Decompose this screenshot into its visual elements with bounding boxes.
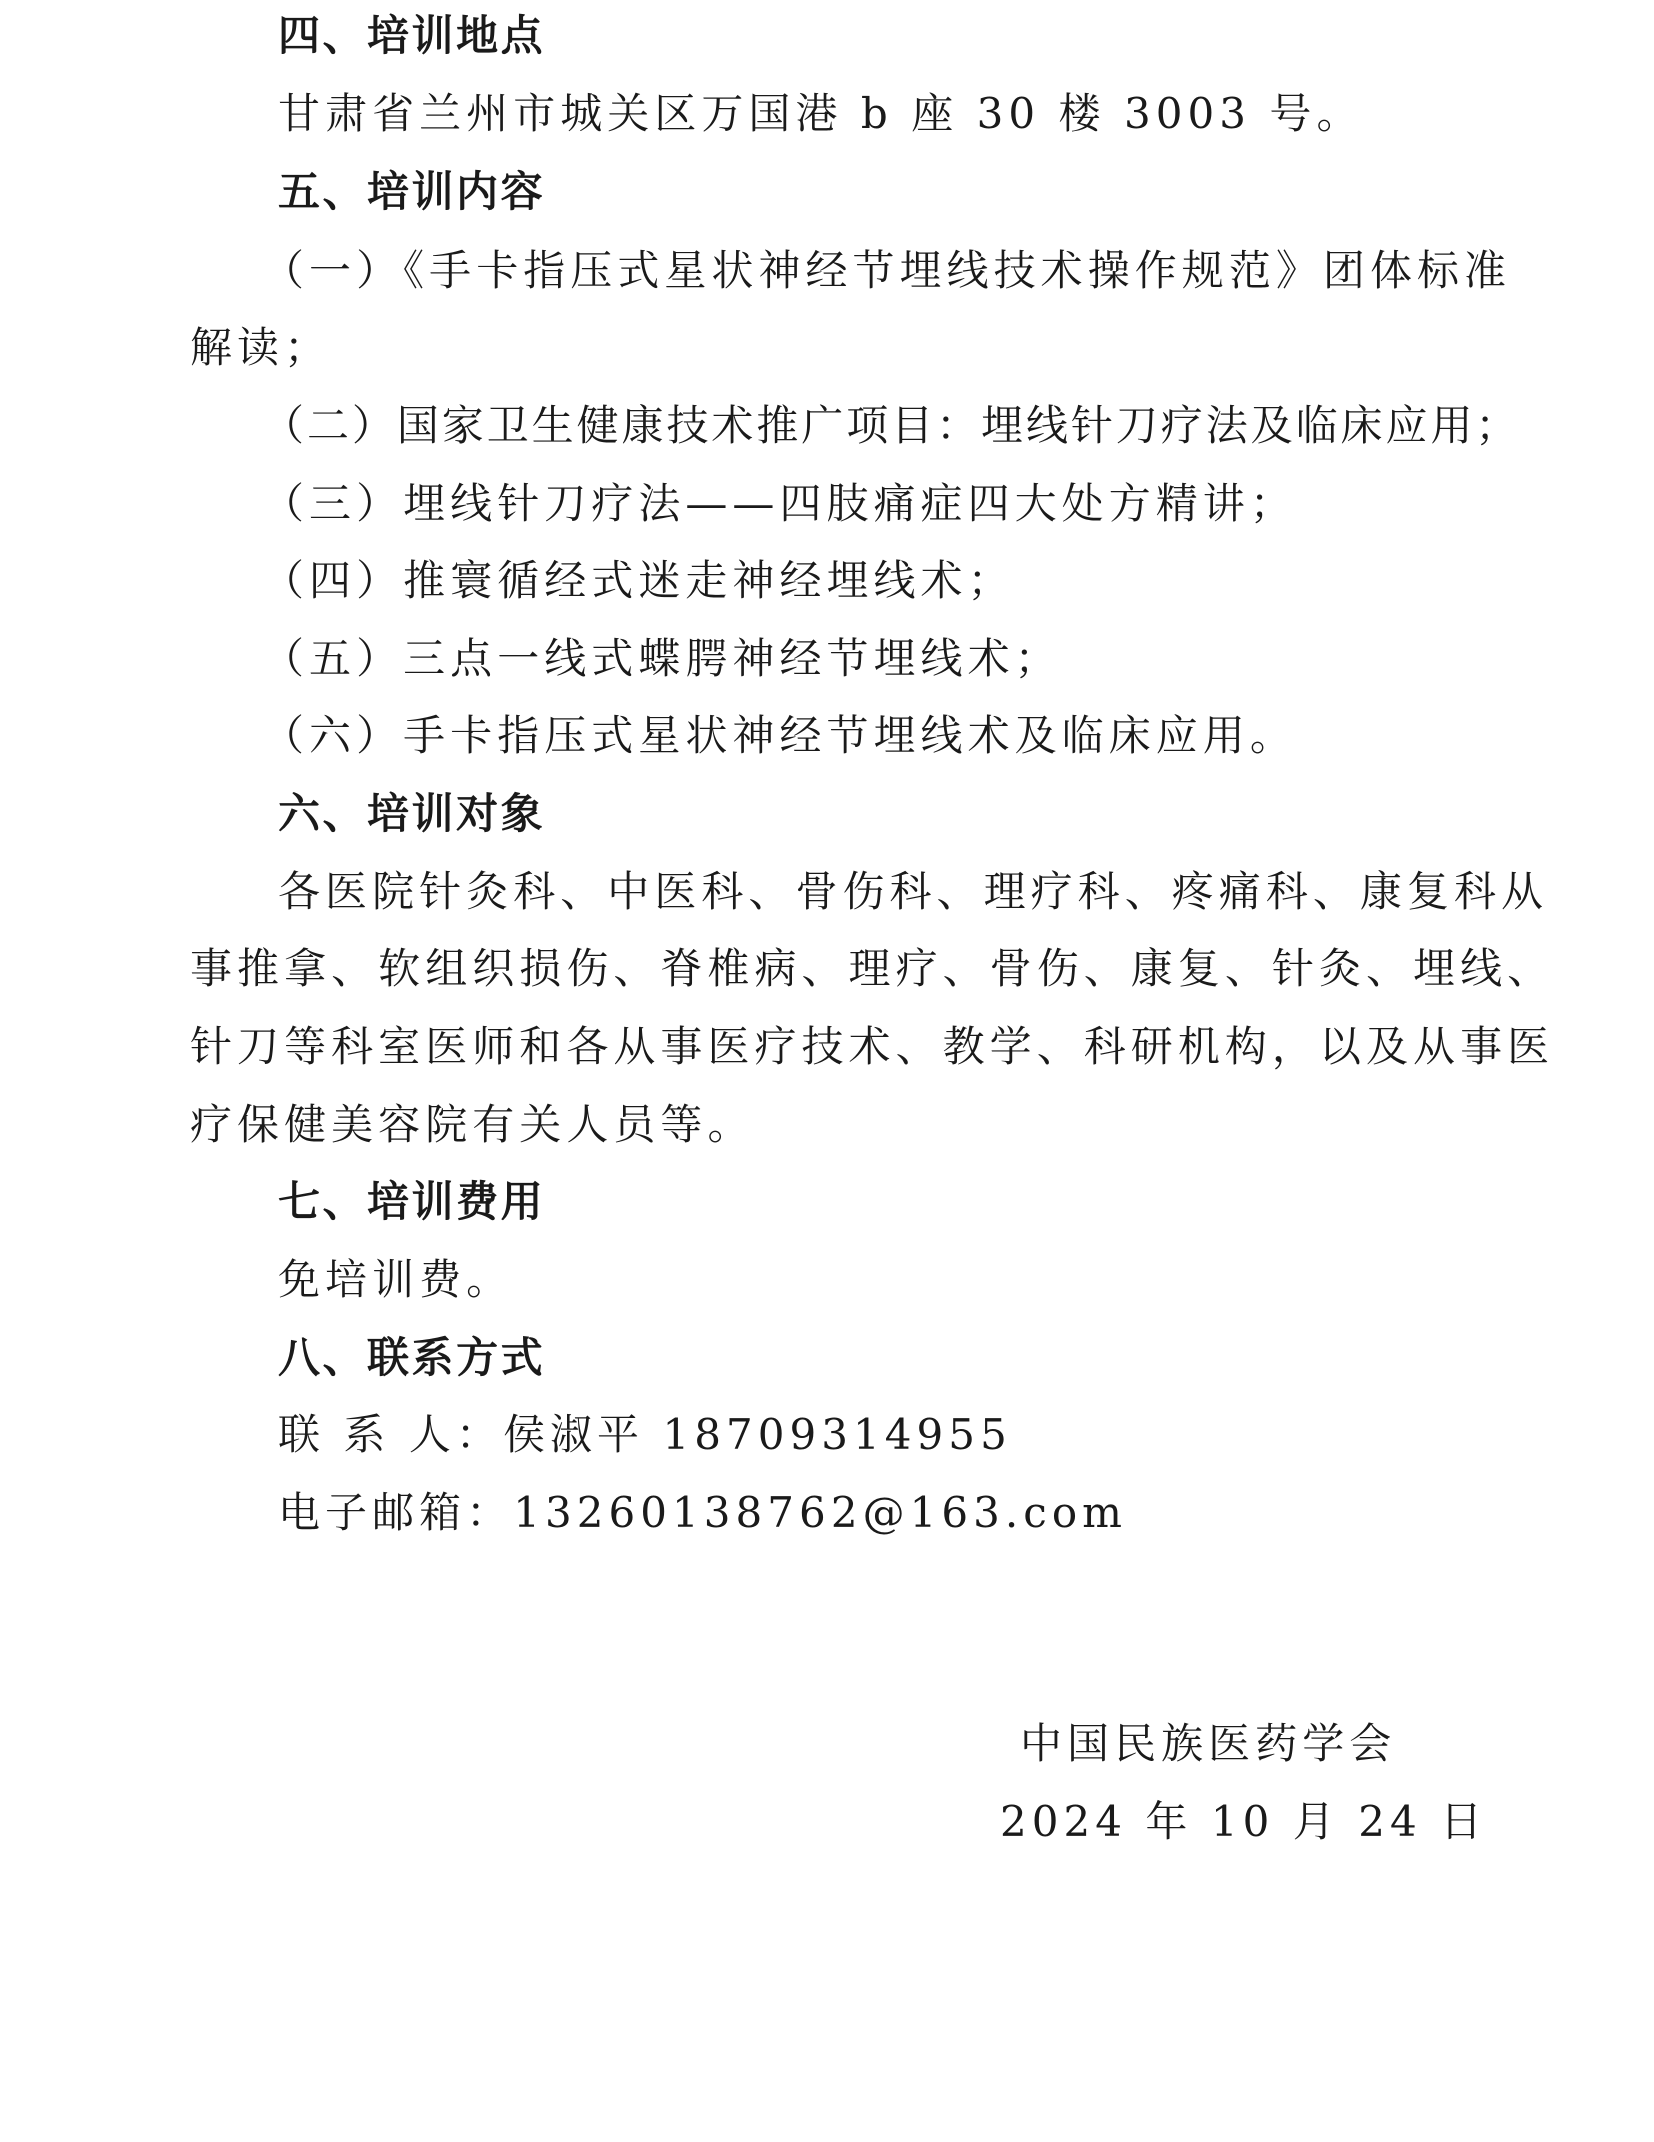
contact-email: 电子邮箱：13260138762@163.com xyxy=(278,1488,1128,1537)
signature-organization: 中国民族医药学会 xyxy=(1020,1719,1397,1768)
section-heading-location: 四、培训地点 xyxy=(278,11,546,60)
content-item-6: （六）手卡指压式星状神经节埋线术及临床应用。 xyxy=(262,711,1297,760)
content-item-5: （五）三点一线式蝶腭神经节埋线术； xyxy=(262,634,1062,683)
fee-text: 免培训费。 xyxy=(278,1255,514,1304)
content-item-1-line-1: （一）《手卡指压式星状神经节埋线技术操作规范》团体标准 xyxy=(262,246,1512,295)
signature-date: 2024 年 10 月 24 日 xyxy=(1000,1797,1488,1846)
audience-line-1: 各医院针灸科、中医科、骨伤科、理疗科、疼痛科、康复科从 xyxy=(278,867,1549,916)
section-heading-audience: 六、培训对象 xyxy=(278,789,546,838)
content-item-4: （四）推寰循经式迷走神经埋线术； xyxy=(262,556,1015,605)
contact-person: 联 系 人：侯淑平 18709314955 xyxy=(278,1410,1012,1459)
content-item-3: （三）埋线针刀疗法——四肢痛症四大处方精讲； xyxy=(262,479,1297,528)
section-heading-content: 五、培训内容 xyxy=(278,167,546,216)
section-heading-fee: 七、培训费用 xyxy=(278,1177,546,1226)
section-heading-contact: 八、联系方式 xyxy=(278,1333,546,1382)
content-item-2: （二）国家卫生健康技术推广项目：埋线针刀疗法及临床应用； xyxy=(262,401,1521,450)
location-text: 甘肃省兰州市城关区万国港 b 座 30 楼 3003 号。 xyxy=(278,89,1364,138)
audience-line-4: 疗保健美容院有关人员等。 xyxy=(190,1100,755,1149)
content-item-1-line-2: 解读； xyxy=(190,323,332,372)
audience-line-2: 事推拿、软组织损伤、脊椎病、理疗、骨伤、康复、针灸、埋线、 xyxy=(190,944,1555,993)
audience-line-3: 针刀等科室医师和各从事医疗技术、教学、科研机构，以及从事医 xyxy=(190,1022,1555,1071)
